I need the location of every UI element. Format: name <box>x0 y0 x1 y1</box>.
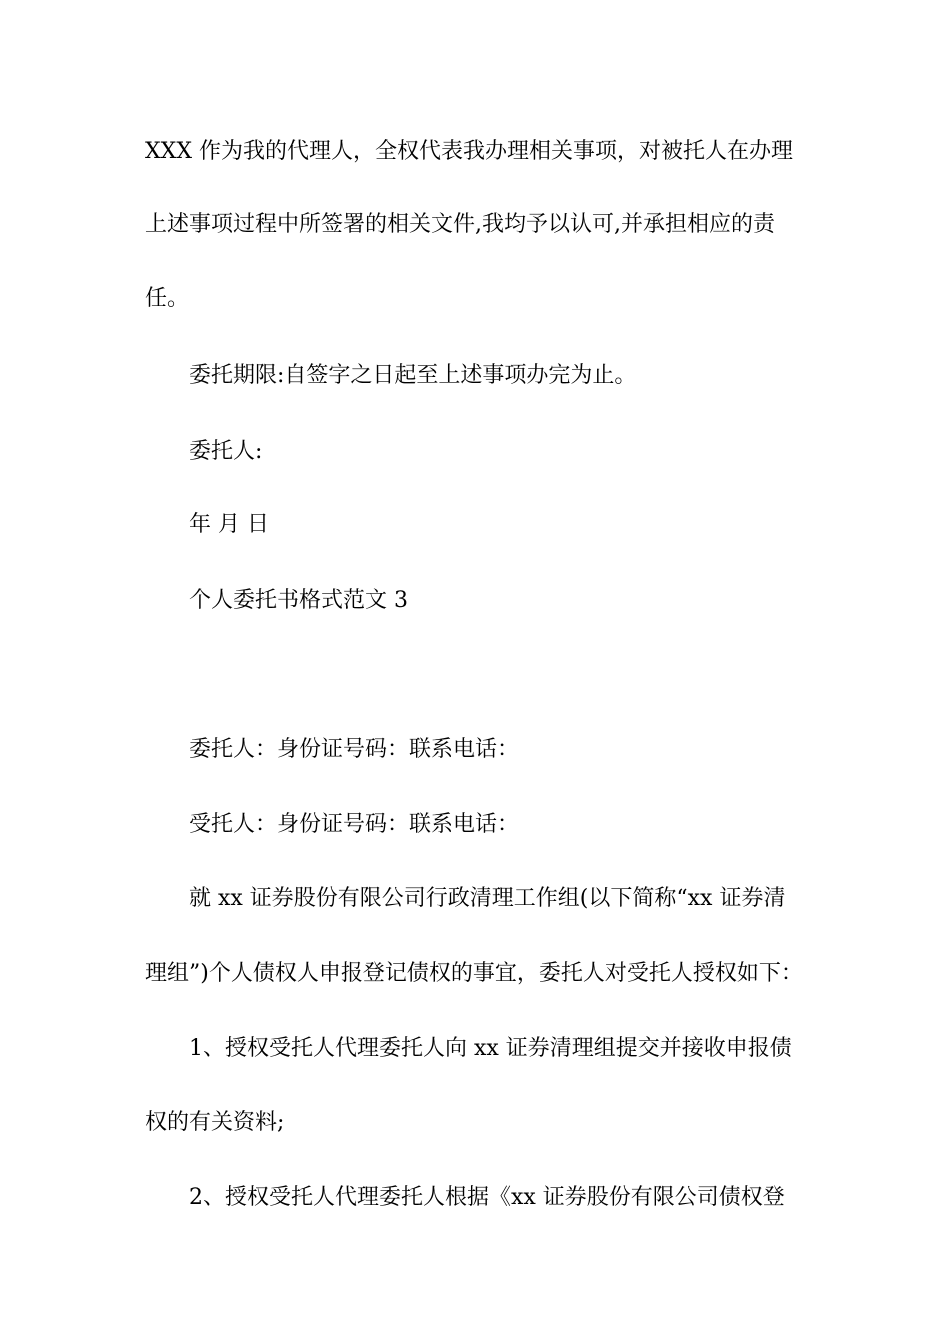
list-item: 2、授权受托人代理委托人根据《xx 证券股份有限公司债权登 <box>189 1185 785 1210</box>
paragraph-line: 任。 <box>145 286 190 311</box>
section-title: 个人委托书格式范文 3 <box>189 588 408 613</box>
paragraph-line: 上述事项过程中所签署的相关文件,我均予以认可,并承担相应的责 <box>145 212 775 237</box>
principal-line: 委托人: <box>189 439 263 464</box>
paragraph-line: XXX 作为我的代理人，全权代表我办理相关事项，对被托人在办理 <box>145 139 793 164</box>
term-line: 委托期限:自签字之日起至上述事项办完为止。 <box>189 363 637 388</box>
paragraph-line: 理组”)个人债权人申报登记债权的事宜，委托人对受托人授权如下： <box>145 961 803 986</box>
list-item: 1、授权受托人代理委托人向 xx 证券清理组提交并接收申报债 <box>189 1036 792 1061</box>
date-line: 年 月 日 <box>189 512 269 537</box>
agent-info-line: 受托人：身份证号码：联系电话： <box>189 812 520 837</box>
list-item-continuation: 权的有关资料; <box>145 1110 285 1135</box>
paragraph-line: 就 xx 证券股份有限公司行政清理工作组(以下简称“xx 证券清 <box>189 886 786 911</box>
principal-info-line: 委托人：身份证号码：联系电话： <box>189 737 520 762</box>
